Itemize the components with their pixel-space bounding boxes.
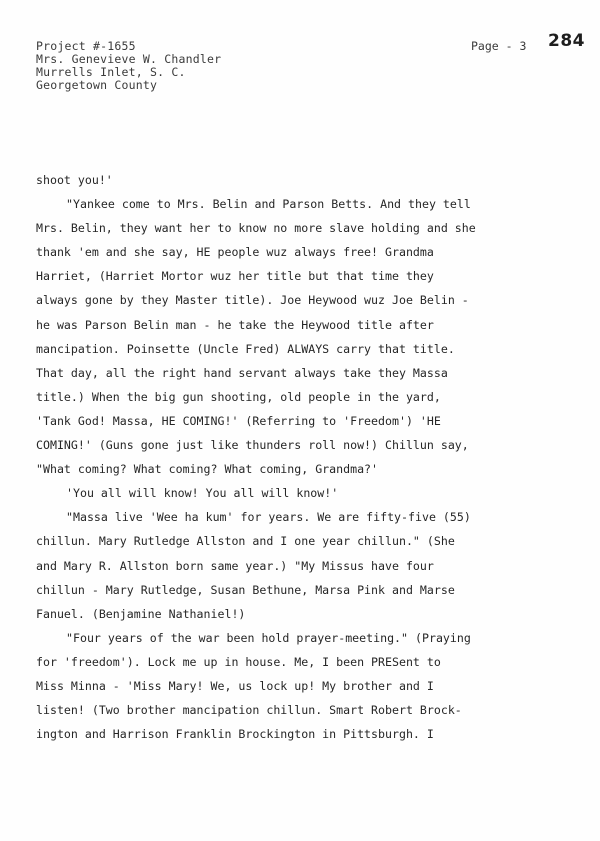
text-line: Fanuel. (Benjamine Nathaniel!) [36,606,246,621]
text-line: 'You all will know! You all will know!' [66,486,339,501]
text-line: shoot you!' [36,173,113,187]
text-line: "Yankee come to Mrs. Belin and Parson Betts. And they tell [66,197,471,212]
folio-number: 284 [548,31,585,51]
text-line: COMING!' (Guns gone just like thunders roll now!) Chillun say, [36,438,469,453]
text-line: he was Parson Belin man - he take the Heywood title after [36,317,434,332]
text-line: thank 'em and she say, HE people wuz always free! Grandma [36,245,434,260]
county-name: Georgetown County [36,78,158,92]
text-line: Harriet, (Harriet Mortor wuz her title but that time they [36,269,434,284]
text-line: "Four years of the war been hold prayer-meeting." (Praying [66,630,471,645]
place-name: Murrells Inlet, S. C. [36,65,186,79]
text-line: "What coming? What coming? What coming, Grandma?' [36,462,379,477]
text-line: listen! (Two brother mancipation chillun. Smart Robert Brock- [36,703,462,718]
page-number-label: Page - 3 [471,39,527,53]
text-line: and Mary R. Allston born same year.) "My Missus have four [36,558,434,573]
text-line: ington and Harrison Franklin Brockington in Pittsburgh. I [36,727,434,742]
text-line: chillun - Mary Rutledge, Susan Bethune, Marsa Pink and Marse [36,582,455,597]
text-line: 'Tank God! Massa, HE COMING!' (Referring to 'Freedom') 'HE [36,413,441,428]
text-line: That day, all the right hand servant always take they Massa [36,365,448,380]
text-line: Mrs. Belin, they want her to know no more slave holding and she [36,221,476,236]
text-line: for 'freedom'). Lock me up in house. Me, I been PRESent to [36,654,441,669]
text-line: "Massa live 'Wee ha kum' for years. We are fifty-five (55) [66,510,471,525]
text-line: mancipation. Poinsette (Uncle Fred) ALWAYS carry that title. [36,341,455,356]
project-number: Project #-1655 [36,39,136,53]
author-name: Mrs. Genevieve W. Chandler [36,52,222,66]
text-line: chillun. Mary Rutledge Allston and I one year chillun." (She [36,534,455,549]
text-line: title.) When the big gun shooting, old people in the yard, [36,389,441,404]
document-header [36,40,221,92]
transcript-body [36,168,556,746]
text-line: Miss Minna - 'Miss Mary! We, us lock up! My brother and I [36,678,434,693]
text-line: always gone by they Master title). Joe Heywood wuz Joe Belin - [36,293,469,308]
